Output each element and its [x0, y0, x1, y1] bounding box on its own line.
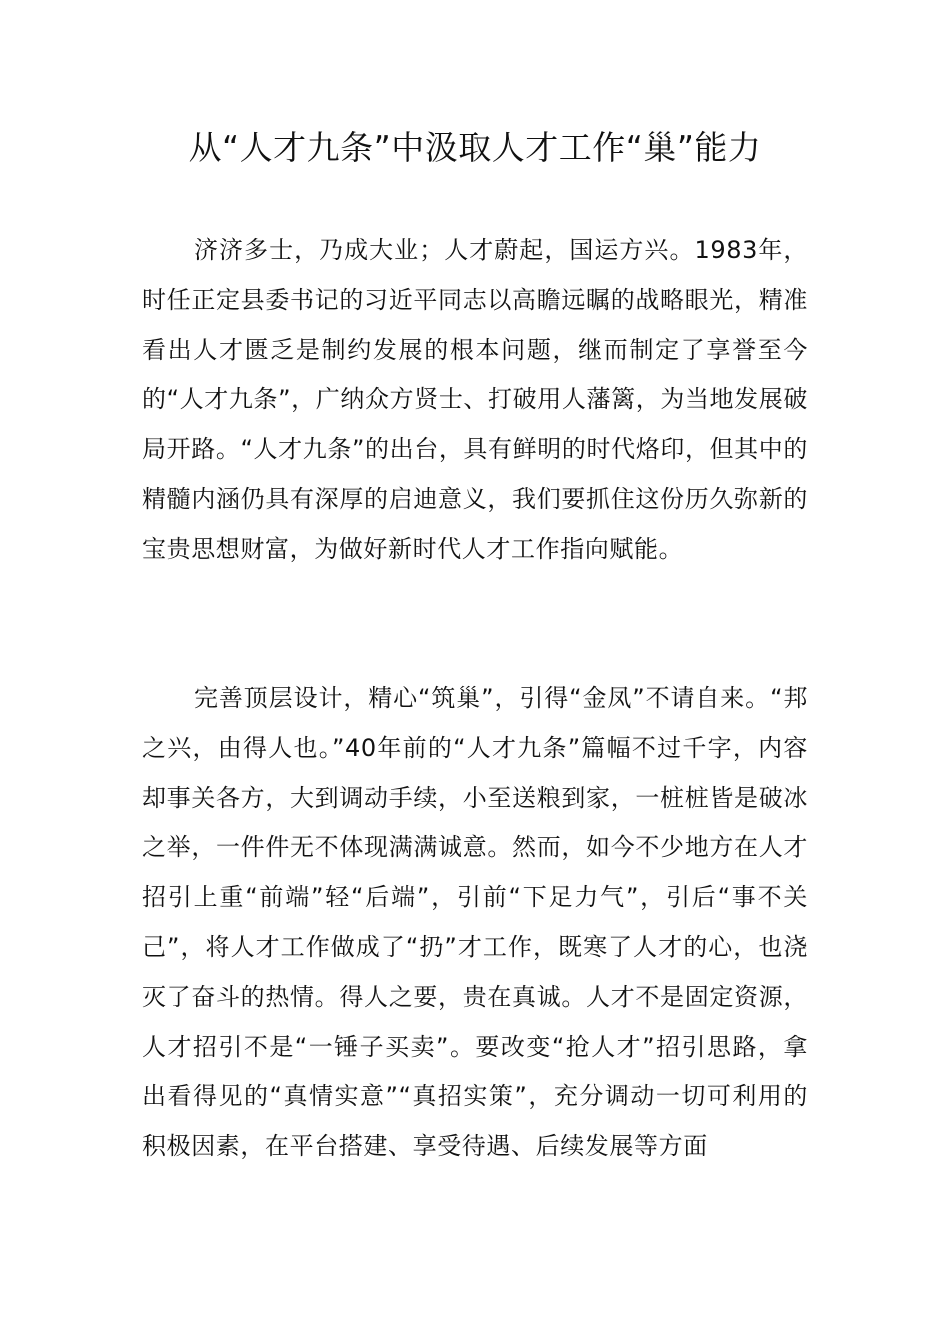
article-title: 从“人才九条”中汲取人才工作“巢”能力	[188, 128, 762, 167]
body-paragraph-1: 济济多士，乃成大业；人才蔚起，国运方兴。1983年，时任正定县委书记的习近平同志以高瞻远瞩的战略眼光，精准看出人才匮乏是制约发展的根本问题，继而制定了享誉至今的“人才九条”，广纳众方贤士、打破用人藩篱，为当地发展破局开路。“人才九条”的出台，具有鲜明的时代烙印，但其中的精髓内涵仍具有深厚的启迪意义，我们要抓住这份历久弥新的宝贵思想财富，为做好新时代人才工作指向赋能。	[142, 236, 808, 563]
body-paragraph-2: 完善顶层设计，精心“筑巢”，引得“金凤”不请自来。“邦之兴，由得人也。”40年前的“人才九条”篇幅不过千字，内容却事关各方，大到调动手续，小至送粮到家，一桩桩皆是破冰之举，一件件无不体现满满诚意。然而，如今不少地方在人才招引上重“前端”轻“后端”，引前“下足力气”，引后“事不关己”，将人才工作做成了“扔”才工作，既寒了人才的心，也浇灭了奋斗的热情。得人之要，贵在真诚。人才不是固定资源，人才招引不是“一锤子买卖”。要改变“抢人才”招引思路，拿出看得见的“真情实意”“真招实策”，充分调动一切可利用的积极因素，在平台搭建、享受待遇、后续发展等方面	[142, 684, 808, 1161]
